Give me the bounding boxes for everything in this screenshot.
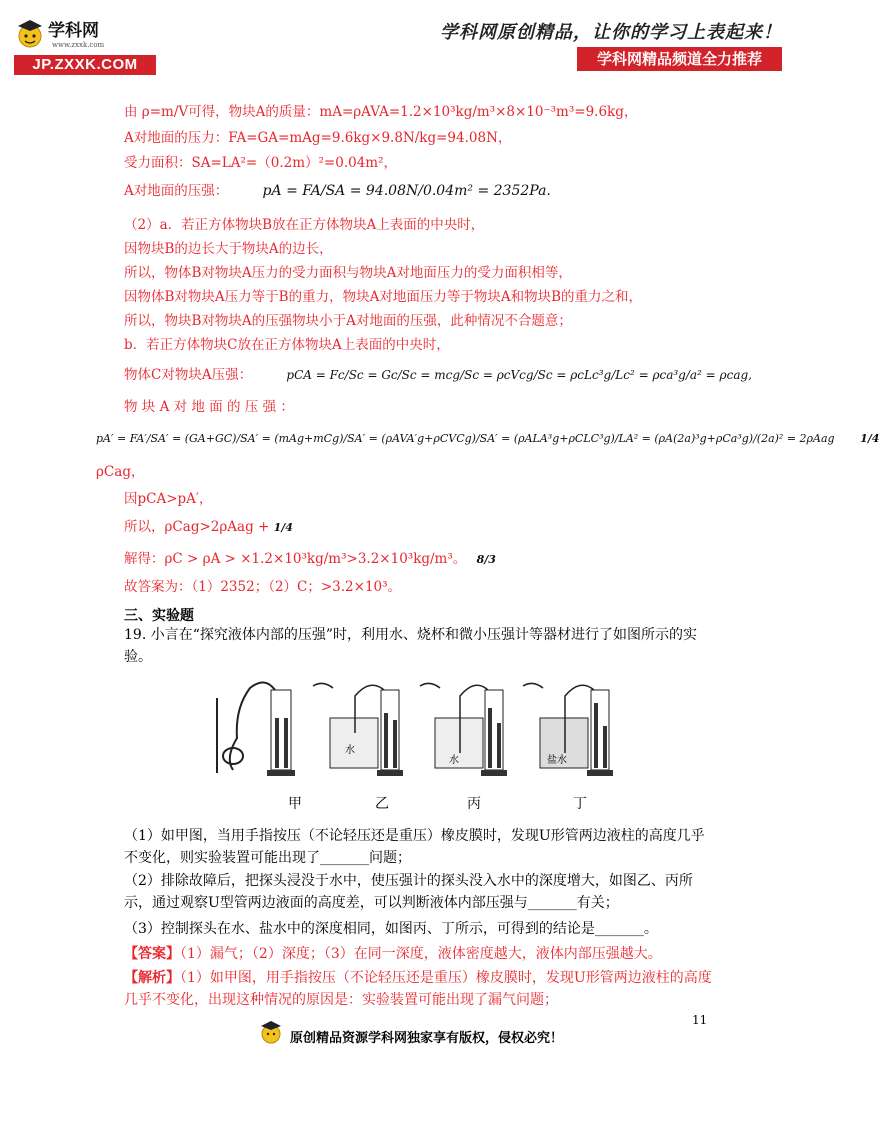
- brand-badge: JP.ZXXK.COM: [14, 55, 156, 75]
- answer-tag: 【答案】: [124, 946, 180, 962]
- solution-line-5: （2）a．若正方体物块B放在正方体物块A上表面的中央时，: [124, 217, 485, 233]
- question-part-1: （1）如甲图，当用手指按压（不论轻压还是重压）橡皮膜时，发现U形管两边液柱的高度几乎不变化，则实验装置可能出现了_______问题；: [124, 828, 705, 866]
- solve-text: 解得：ρC > ρA > ×1.2×10³kg/m³>3.2×10³kg/m³。: [124, 551, 467, 567]
- solution-line-2: A对地面的压力：FA=GA=mAg=9.6kg×9.8N/kg=94.08N，: [124, 130, 512, 146]
- apparatus-ding: [523, 683, 613, 776]
- question-part-2: （2）排除故障后，把探头浸没于水中，使压强计的探头没入水中的深度增大，如图乙、丙所示，通过观察U型管两边液面的高度差，可以判断液体内部压强与_______有关；: [124, 873, 693, 911]
- figure-label-jia: 甲: [288, 796, 302, 812]
- solution-line-4: [124, 182, 551, 200]
- figure-label-bing: 丙: [467, 796, 481, 812]
- liquid-label-ding: 盐水: [547, 755, 567, 766]
- apparatus-bing: [420, 683, 507, 776]
- solution-line-9: 所以，物块B对物块A的压强物块小于A对地面的压强，此种情况不合题意；: [124, 313, 572, 329]
- inequality-text: 所以，ρCag>2ρAag +: [124, 519, 270, 535]
- liquid-label-bing: 水: [449, 755, 459, 766]
- analysis-block: [124, 967, 714, 1011]
- figure-label-yi: 乙: [375, 796, 389, 812]
- solution-line-15: [124, 518, 293, 537]
- formula-pA: pA = FA/SA = 94.08N/0.04m² = 2352Pa.: [262, 183, 551, 199]
- question-part-3: （3）控制探头在水、盐水中的深度相同，如图丙、丁所示，可得到的结论是_______。: [124, 921, 658, 937]
- question-stem: 19. 小言在“探究液体内部的压强”时，利用水、烧杯和微小压强计等器材进行了如图所示的实验。: [124, 627, 698, 665]
- channel-banner: 学科网精品频道全力推荐: [577, 47, 782, 71]
- formula-pA-prime-line: [96, 430, 879, 448]
- apparatus-yi: [313, 683, 403, 776]
- solution-line-17: 故答案为：（1）2352；（2）C；>3.2×10³。: [124, 579, 402, 595]
- liquid-label-yi: 水: [345, 745, 355, 756]
- solution-line-11: [124, 366, 752, 384]
- solution-line-3: 受力面积：SA=LA²=（0.2m）²=0.04m²，: [124, 155, 398, 171]
- formula-pCA: pCA = Fc/Sc = Gc/Sc = mcg/Sc = ρcVcg/Sc = ρcLc³g/Lc² = ρca³g/a² = ρcag,: [286, 368, 752, 382]
- pressure-C-label: 物体C对物块A压强：: [124, 367, 253, 383]
- pressure-label: A对地面的压强：: [124, 183, 229, 199]
- formula-pA-prime: pA′ = FA′/SA′ = (GA+GC)/SA′ = (mAg+mCg)/SA′ = (ρAVA′g+ρCVCg)/SA′ = (ρALA³g+ρCLC³g)/LA² = (ρA(2a)³g+ρCa³g)/(2a)² = 2ρAag: [96, 432, 835, 445]
- footer-copyright: 原创精品资源学科网独家享有版权，侵权必究！: [290, 1031, 564, 1046]
- logo: [14, 14, 124, 58]
- solution-line-16: [124, 550, 496, 569]
- section-title: 三、实验题: [124, 608, 194, 624]
- solution-line-8: 因物体B对物块A压力等于B的重力，物块A对地面压力等于物块A和物块B的重力之和，: [124, 289, 643, 305]
- figure-label-ding: 丁: [573, 796, 587, 812]
- solution-line-13: ρCag，: [96, 464, 145, 480]
- solution-line-10: b．若正方体物块C放在正方体物块A上表面的中央时，: [124, 337, 450, 353]
- page-number: 11: [692, 1013, 708, 1027]
- solution-line-7: 所以，物体B对物块A压力的受力面积与物块A对地面压力的受力面积相等，: [124, 265, 572, 281]
- mass-text: 由 ρ=m/V可得，物块A的质量：mA=ρAVA=1.2×10³kg/m³×8×10⁻³m³=9.6kg，: [124, 104, 638, 120]
- answer-text: （1）漏气；（2）深度；（3）在同一深度，液体密度越大，液体内部压强越大。: [180, 946, 662, 962]
- logo-text: 学科网: [48, 21, 99, 41]
- analysis-text: （1）如甲图，用手指按压（不论轻压还是重压）橡皮膜时，发现U形管两边液柱的高度几乎不变化，出现这种情况的原因是：实验装置可能出现了漏气问题；: [124, 970, 712, 1008]
- experiment-figure: [205, 678, 625, 792]
- apparatus-jia: [217, 682, 295, 776]
- solution-line-14: 因pCA>pA′，: [124, 491, 213, 507]
- footer-mascot-icon: [258, 1019, 284, 1049]
- answer-block: [124, 943, 714, 965]
- eight-third-fraction: 8/3: [476, 553, 496, 566]
- quarter-fraction-2: 1/4: [273, 521, 293, 534]
- solution-line-12: 物 块 A 对 地 面 的 压 强 ：: [124, 399, 294, 415]
- solution-line-1: [124, 103, 637, 121]
- analysis-tag: 【解析】: [124, 970, 180, 986]
- solution-line-6: 因物块B的边长大于物块A的边长，: [124, 241, 333, 257]
- header-slogan: 学科网原创精品，让你的学习上表起来！: [440, 22, 782, 43]
- quarter-fraction: 1/4: [860, 432, 879, 445]
- logo-subtext: www.zxxk.com: [52, 41, 105, 49]
